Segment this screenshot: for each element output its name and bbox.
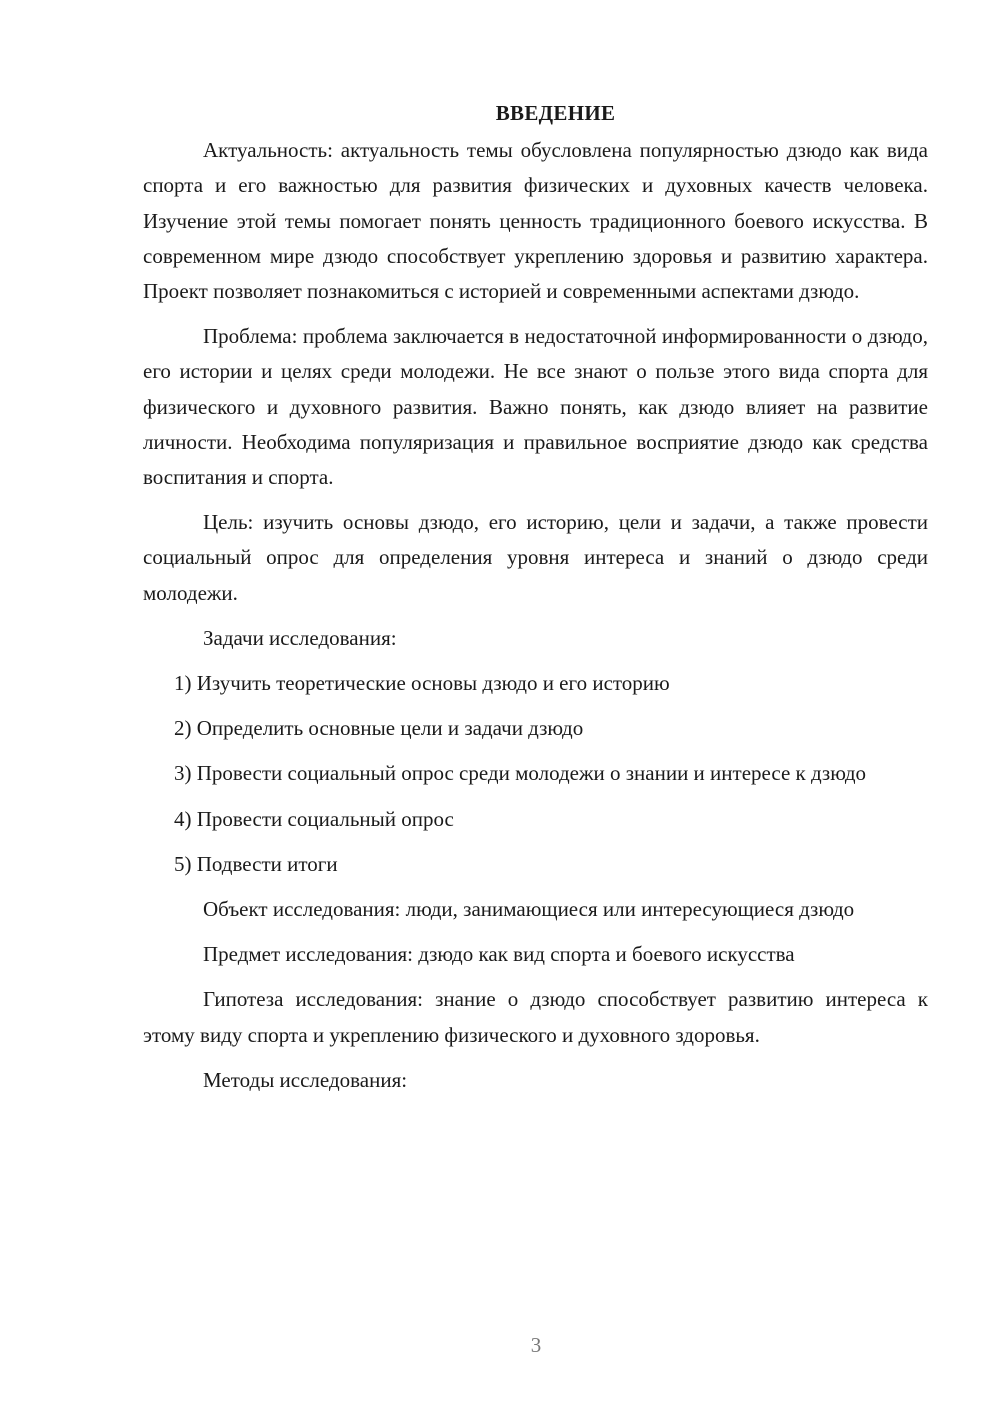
paragraph-relevance: Актуальность: актуальность темы обусловлена популярностью дзюдо как вида спорта и его важностью для развития физических и духовных качеств человека. Изучение этой темы помогает понять ценность традиционного боевого искусства. В современном мире дзюдо способствует укреплению здоровья и развитию характера. Проект позволяет познакомиться с историей и современными аспектами дзюдо. [143, 138, 928, 304]
paragraph-hypothesis: Гипотеза исследования: знание о дзюдо способствует развитию интереса к этому виду спорта и укреплению физического и духовного здоровья. [143, 987, 928, 1047]
page-number: 3 [530, 1333, 542, 1357]
paragraph-methods: Методы исследования: [203, 1067, 408, 1092]
paragraph-tasks-heading: Задачи исследования: [203, 625, 397, 650]
paragraph-object: Объект исследования: люди, занимающиеся или интересующиеся дзюдо [203, 897, 855, 922]
task-item: 1) Изучить теоретические основы дзюдо и его историю [174, 671, 670, 696]
task-item: 5) Подвести итоги [174, 851, 338, 876]
task-item: 4) Провести социальный опрос [174, 806, 454, 831]
task-item: 2) Определить основные цели и задачи дзюдо [174, 716, 584, 741]
paragraph-goal: Цель: изучить основы дзюдо, его историю, цели и задачи, а также провести социальный опрос для определения уровня интереса и знаний о дзюдо среди молодежи. [143, 510, 928, 605]
section-title: ВВЕДЕНИЕ [495, 101, 616, 125]
task-item: 3) Провести социальный опрос среди молодежи о знании и интересе к дзюдо [174, 761, 867, 786]
paragraph-subject: Предмет исследования: дзюдо как вид спорта и боевого искусства [203, 942, 795, 967]
document-body [143, 96, 928, 1108]
paragraph-problem: Проблема: проблема заключается в недостаточной информированности о дзюдо, его истории и целях среди молодежи. Не все знают о пользе этого вида спорта для физического и духовного развития. Важно понять, как дзюдо влияет на развитие личности. Необходима популяризация и правильное восприятие дзюдо как средства воспитания и спорта. [143, 324, 928, 490]
